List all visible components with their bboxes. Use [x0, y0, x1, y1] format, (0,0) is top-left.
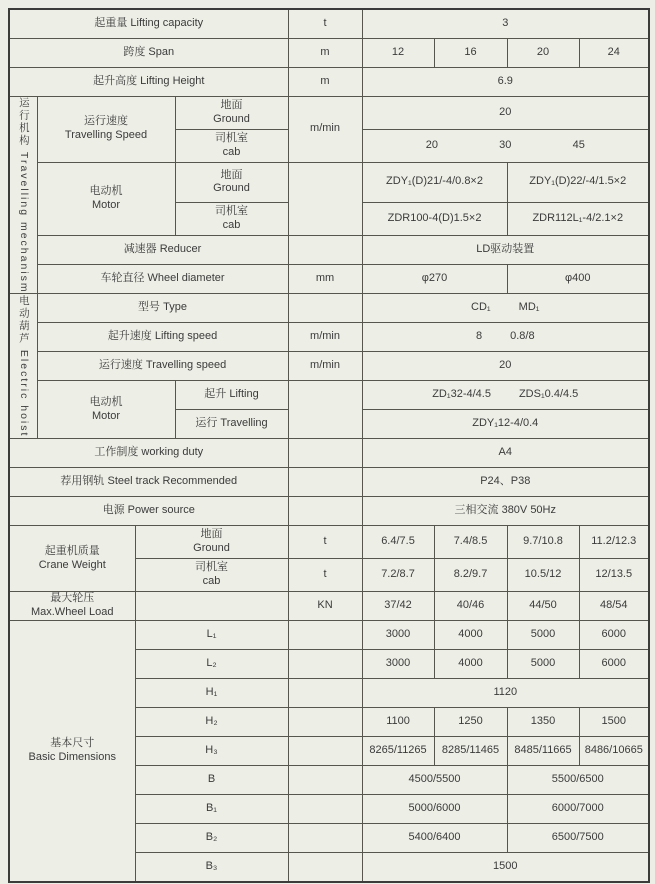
dim-b3-label-0: B₃	[135, 853, 288, 882]
dim-b1-value-3: 6000/7000	[507, 795, 649, 824]
lifting-capacity-unit-1: t	[288, 9, 362, 38]
dim-l1-unit-2	[288, 621, 362, 650]
span-value-2: 12	[362, 38, 434, 67]
dim-h2-unit-1	[288, 708, 362, 737]
working-duty-label-0: 工作制度 working duty	[9, 439, 288, 468]
dim-l2-label-0: L₂	[135, 650, 288, 679]
max-wheel-load-unit-2: KN	[288, 592, 362, 621]
dim-b2-value-3: 6500/7500	[507, 824, 649, 853]
span-value-4: 20	[507, 38, 579, 67]
travelling-speed-ground-section-label-0: 运行机构 Travelling mechanism	[9, 96, 37, 294]
lifting-height-row	[9, 67, 649, 96]
travelling-speed-ground-label-2: 地面 Ground	[175, 96, 288, 129]
dim-h1-value-2: 1120	[362, 679, 649, 708]
crane-weight-ground-unit-2: t	[288, 526, 362, 559]
spec-table	[8, 8, 650, 883]
span-row	[9, 38, 649, 67]
travel-motor-ground-label-1: 地面 Ground	[175, 162, 288, 203]
hoist-motor-lifting-label-0: 电动机 Motor	[37, 381, 175, 439]
dim-b-unit-1	[288, 766, 362, 795]
crane-weight-ground-label-1: 地面 Ground	[135, 526, 288, 559]
crane-weight-cab-value-3: 8.2/9.7	[434, 559, 507, 592]
dim-b2-value-2: 5400/6400	[362, 824, 507, 853]
wheel-diameter-label-0: 车轮直径 Wheel diameter	[37, 265, 288, 294]
span-value-5: 24	[579, 38, 649, 67]
hoist-type-unit-2	[288, 294, 362, 323]
hoist-motor-lifting-row	[9, 381, 649, 410]
reducer-value-2: LD驱动装置	[362, 236, 649, 265]
hoist-lifting-speed-value-2	[362, 323, 649, 352]
dim-b-value-2: 4500/5500	[362, 766, 507, 795]
max-wheel-load-label-1	[135, 592, 288, 621]
hoist-type-value-3	[362, 294, 649, 323]
reducer-label-0: 减速器 Reducer	[37, 236, 288, 265]
max-wheel-load-value-4: 40/46	[434, 592, 507, 621]
travelling-speed-cab-value-item: 20	[425, 138, 438, 151]
hoist-lifting-speed-value-item: 8	[475, 330, 483, 343]
dim-b1-label-0: B₁	[135, 795, 288, 824]
hoist-motor-travelling-value-1: ZDY₁12-4/0.4	[362, 410, 649, 439]
hoist-travelling-speed-unit-1: m/min	[288, 352, 362, 381]
reducer-unit-1	[288, 236, 362, 265]
dim-h3-unit-1	[288, 737, 362, 766]
dim-h2-value-2: 1100	[362, 708, 434, 737]
wheel-diameter-unit-1: mm	[288, 265, 362, 294]
crane-weight-ground-value-4: 7.4/8.5	[434, 526, 507, 559]
hoist-type-row	[9, 294, 649, 323]
dim-l1-value-6: 6000	[579, 621, 649, 650]
dim-h3-value-2: 8265/11265	[362, 737, 434, 766]
hoist-type-section-label-0: 电动葫芦 Electric hoist	[9, 294, 37, 439]
hoist-motor-travelling-label-0: 运行 Travelling	[175, 410, 288, 439]
span-label-0: 跨度 Span	[9, 38, 288, 67]
dim-h2-value-3: 1250	[434, 708, 507, 737]
dim-h1-label-0: H₁	[135, 679, 288, 708]
steel-track-row	[9, 468, 649, 497]
reducer-row	[9, 236, 649, 265]
travel-motor-ground-value-4: ZDY₁(D)22/-4/1.5×2	[507, 162, 649, 203]
lifting-height-value-2: 6.9	[362, 67, 649, 96]
dim-h3-label-0: H₃	[135, 737, 288, 766]
crane-weight-ground-value-6: 11.2/12.3	[579, 526, 649, 559]
dim-l1-value-3: 3000	[362, 621, 434, 650]
dim-l2-value-2: 3000	[362, 650, 434, 679]
max-wheel-load-value-5: 44/50	[507, 592, 579, 621]
crane-weight-cab-value-2: 7.2/8.7	[362, 559, 434, 592]
dim-b1-unit-1	[288, 795, 362, 824]
span-value-3: 16	[434, 38, 507, 67]
hoist-motor-lifting-value-3	[362, 381, 649, 410]
hoist-motor-lifting-unit-2	[288, 381, 362, 439]
dim-h2-value-4: 1350	[507, 708, 579, 737]
steel-track-unit-1	[288, 468, 362, 497]
travel-motor-ground-label-0: 电动机 Motor	[37, 162, 175, 236]
power-source-label-0: 电源 Power source	[9, 497, 288, 526]
crane-weight-ground-label-0: 起重机质量 Crane Weight	[9, 526, 135, 592]
max-wheel-load-value-3: 37/42	[362, 592, 434, 621]
dim-b-label-0: B	[135, 766, 288, 795]
travelling-speed-cab-value-1	[362, 129, 649, 162]
hoist-lifting-speed-value-item: 0.8/8	[510, 330, 535, 343]
travel-motor-cab-label-0: 司机室 cab	[175, 203, 288, 236]
travel-motor-ground-unit-2	[288, 162, 362, 236]
dim-b2-unit-1	[288, 824, 362, 853]
dim-l1-row	[9, 621, 649, 650]
travel-motor-cab-value-1: ZDR100-4(D)1.5×2	[362, 203, 507, 236]
crane-weight-cab-label-0: 司机室 cab	[135, 559, 288, 592]
working-duty-row	[9, 439, 649, 468]
dim-h2-label-0: H₂	[135, 708, 288, 737]
dim-b2-label-0: B₂	[135, 824, 288, 853]
dim-l1-value-5: 5000	[507, 621, 579, 650]
crane-weight-cab-value-4: 10.5/12	[507, 559, 579, 592]
hoist-travelling-speed-row	[9, 352, 649, 381]
max-wheel-load-row	[9, 592, 649, 621]
travelling-speed-ground-row	[9, 96, 649, 129]
travelling-speed-cab-label-0: 司机室 cab	[175, 129, 288, 162]
wheel-diameter-value-3: φ400	[507, 265, 649, 294]
hoist-motor-lifting-label-1: 起升 Lifting	[175, 381, 288, 410]
hoist-type-value-item: MD₁	[518, 301, 540, 314]
travelling-speed-cab-value-item: 45	[572, 138, 585, 151]
max-wheel-load-label-0: 最大轮压 Max.Wheel Load	[9, 592, 135, 621]
crane-weight-ground-value-3: 6.4/7.5	[362, 526, 434, 559]
dim-h1-unit-1	[288, 679, 362, 708]
hoist-motor-lifting-value-item: ZDS₁0.4/4.5	[518, 388, 579, 401]
wheel-diameter-row	[9, 265, 649, 294]
travelling-speed-cab-value-item: 30	[499, 138, 512, 151]
crane-weight-ground-row	[9, 526, 649, 559]
span-unit-1: m	[288, 38, 362, 67]
dim-b3-value-2: 1500	[362, 853, 649, 882]
steel-track-value-2: P24、P38	[362, 468, 649, 497]
steel-track-label-0: 荐用钢轨 Steel track Recommended	[9, 468, 288, 497]
hoist-lifting-speed-label-0: 起升速度 Lifting speed	[37, 323, 288, 352]
lifting-height-unit-1: m	[288, 67, 362, 96]
dim-b1-value-2: 5000/6000	[362, 795, 507, 824]
working-duty-unit-1	[288, 439, 362, 468]
dim-l1-value-4: 4000	[434, 621, 507, 650]
travelling-speed-ground-label-1: 运行速度 Travelling Speed	[37, 96, 175, 162]
power-source-value-2: 三相交流 380V 50Hz	[362, 497, 649, 526]
dim-h2-value-5: 1500	[579, 708, 649, 737]
spec-table-body	[9, 9, 649, 882]
hoist-travelling-speed-label-0: 运行速度 Travelling speed	[37, 352, 288, 381]
dim-h3-value-3: 8285/11465	[434, 737, 507, 766]
dim-l2-unit-1	[288, 650, 362, 679]
travelling-speed-ground-value-4: 20	[362, 96, 649, 129]
travel-motor-ground-row	[9, 162, 649, 203]
travel-motor-cab-value-2: ZDR112L₁-4/2.1×2	[507, 203, 649, 236]
travelling-speed-ground-unit-3: m/min	[288, 96, 362, 162]
crane-weight-cab-value-5: 12/13.5	[579, 559, 649, 592]
working-duty-value-2: A4	[362, 439, 649, 468]
travel-motor-ground-value-3: ZDY₁(D)21/-4/0.8×2	[362, 162, 507, 203]
power-source-unit-1	[288, 497, 362, 526]
crane-weight-cab-unit-1: t	[288, 559, 362, 592]
dim-l1-label-1: L₁	[135, 621, 288, 650]
max-wheel-load-value-6: 48/54	[579, 592, 649, 621]
dim-h3-value-4: 8485/11665	[507, 737, 579, 766]
dim-h3-value-5: 8486/10665	[579, 737, 649, 766]
dim-l1-label-0: 基本尺寸 Basic Dimensions	[9, 621, 135, 882]
lifting-capacity-value-2: 3	[362, 9, 649, 38]
hoist-travelling-speed-value-2: 20	[362, 352, 649, 381]
hoist-type-value-item: CD₁	[471, 301, 491, 314]
hoist-motor-lifting-value-item: ZD₁32-4/4.5	[432, 388, 491, 401]
crane-weight-ground-value-5: 9.7/10.8	[507, 526, 579, 559]
wheel-diameter-value-2: φ270	[362, 265, 507, 294]
dim-b3-unit-1	[288, 853, 362, 882]
dim-l2-value-4: 5000	[507, 650, 579, 679]
dim-l2-value-5: 6000	[579, 650, 649, 679]
dim-b-value-3: 5500/6500	[507, 766, 649, 795]
hoist-type-label-1: 型号 Type	[37, 294, 288, 323]
lifting-capacity-label-0: 起重量 Lifting capacity	[9, 9, 288, 38]
hoist-lifting-speed-unit-1: m/min	[288, 323, 362, 352]
lifting-capacity-row	[9, 9, 649, 38]
hoist-lifting-speed-row	[9, 323, 649, 352]
dim-l2-value-3: 4000	[434, 650, 507, 679]
lifting-height-label-0: 起升高度 Lifting Height	[9, 67, 288, 96]
power-source-row	[9, 497, 649, 526]
